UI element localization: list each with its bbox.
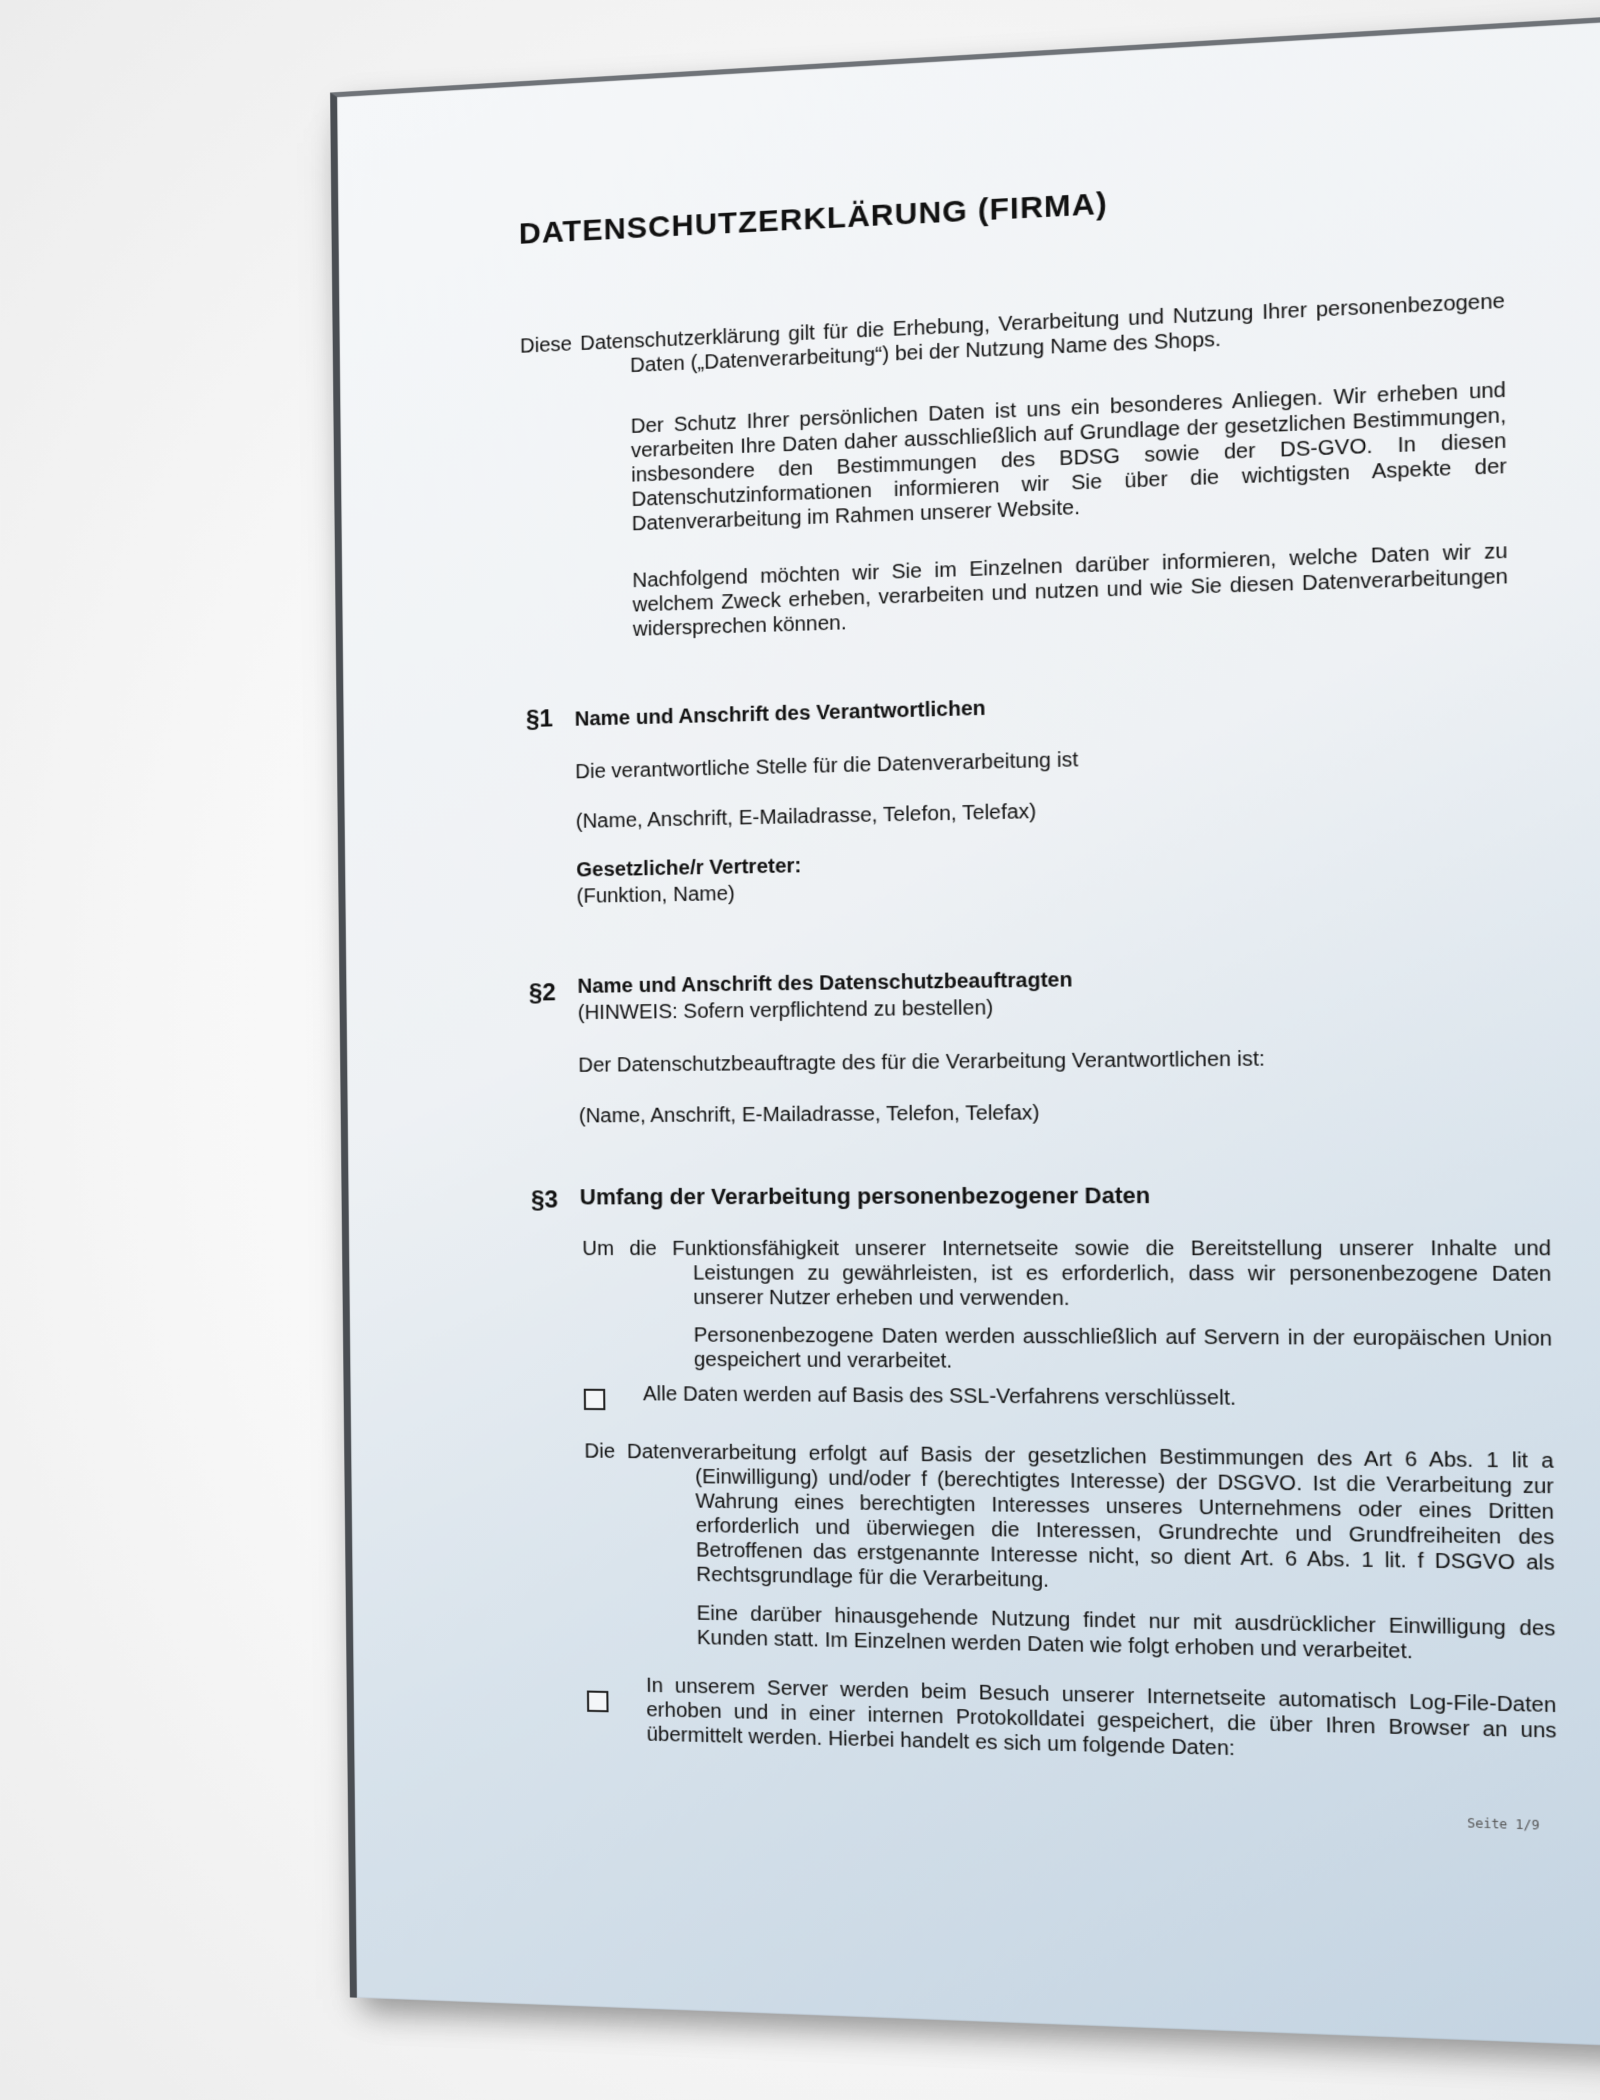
paragraph-data-protection: Der Schutz Ihrer persönlichen Daten ist uns ein besonderes Anliegen. Wir erheben und verarbeiten Ihre Daten daher ausschließlich auf Grundlage der gesetzlichen Bestimmungen, insbesondere den Bestimmungen des BDSG sowie der DS-GVO. In diesen Datenschutzinformationen informieren wir Sie über die wichtigsten Aspekte der Datenverarbeitung im Rahmen unserer Website. xyxy=(630,378,1507,536)
section-1-representative-label: Gesetzliche/r Vertreter: xyxy=(576,854,802,882)
section-3-number: §3 xyxy=(530,1186,559,1214)
page-number: Seite 1/9 xyxy=(1467,1815,1540,1833)
section-2-line1: Der Datenschutzbeauftragte des für die Verarbeitung Verantwortlichen ist: xyxy=(578,1047,1266,1077)
section-3-paragraph-4: Eine darüber hinausgehende Nutzung findet nur mit ausdrücklicher Einwilligung des Kunden statt. Im Einzelnen werden Daten wie folgt erhoben und verarbeitet. xyxy=(696,1602,1556,1664)
document-page xyxy=(330,15,1600,2047)
ssl-checkbox[interactable] xyxy=(584,1389,606,1410)
section-3-paragraph-3: Die Datenverarbeitung erfolgt auf Basis der gesetzlichen Bestimmungen des Art 6 Abs. 1 lit a (Einwilligung) und/oder f (berechtigtes Interesse) der DSGVO. Ist die Verarbeitung zur Wahrung eines berechtigten Interesses unseres Unternehmens oder eines Dritten erforderlich und überwiegen die Interessen, Grundrechte und Grundfreiheiten des Betroffenen das erstgenannte Interesse nicht, so dient Art. 6 Abs. 1 lit. f DSGVO als Rechtsgrundlage für die Verarbeitung. xyxy=(584,1440,1555,1592)
section-2-title: Name und Anschrift des Datenschutzbeauftragten xyxy=(577,968,1073,998)
log-file-checkbox-label: In unserem Server werden beim Besuch unserer Internetseite automatisch Log-File-Daten erhoben und in einer internen Protokolldatei gespeichert, die über Ihren Browser an uns übermittelt werden. Hierbei handelt es sich um folgende Daten: xyxy=(645,1674,1557,1761)
section-1-line2: (Name, Anschrift, E-Mailadrasse, Telefon, Telefax) xyxy=(575,800,1037,834)
document-title: DATENSCHUTZERKLÄRUNG (FIRMA) xyxy=(518,186,1108,251)
section-1-number: §1 xyxy=(525,705,554,734)
section-1-line1: Die verantwortliche Stelle für die Datenverarbeitung ist xyxy=(575,748,1079,784)
ssl-checkbox-label: Alle Daten werden auf Basis des SSL-Verfahrens verschlüsselt. xyxy=(642,1383,1237,1411)
section-3-paragraph-2: Personenbezogene Daten werden ausschließlich auf Servern in der europäischen Union gespeichert und verarbeitet. xyxy=(693,1324,1553,1373)
intro-paragraph: Diese Datenschutzerklärung gilt für die Erhebung, Verarbeitung und Nutzung Ihrer personenbezogene Daten („Datenverarbeitung“) bei der Nutzung Name des Shops. xyxy=(519,289,1506,378)
section-2-number: §2 xyxy=(528,979,557,1007)
section-2-line2: (Name, Anschrift, E-Mailadrasse, Telefon, Telefax) xyxy=(578,1101,1040,1128)
section-2-hint: (HINWEIS: Sofern verpflichtend zu bestellen) xyxy=(577,996,994,1025)
paragraph-overview: Nachfolgend möchten wir Sie im Einzelnen darüber informieren, welche Daten wir zu welchem Zweck erheben, verarbeiten und nutzen und wie Sie diesen Datenverarbeitungen widersprechen können. xyxy=(632,539,1509,641)
section-1-representative-value: (Funktion, Name) xyxy=(576,882,736,908)
section-3-title: Umfang der Verarbeitung personenbezogener Daten xyxy=(579,1182,1151,1210)
log-file-checkbox[interactable] xyxy=(587,1691,609,1713)
section-1-title: Name und Anschrift des Verantwortlichen xyxy=(574,697,986,731)
section-3-paragraph-1: Um die Funktionsfähigkeit unserer Internetseite sowie die Bereitstellung unserer Inhalte und Leistungen zu gewährleisten, ist es erforderlich, dass wir personenbezogene Daten unserer Nutzer erheben und verwenden. xyxy=(582,1237,1552,1311)
